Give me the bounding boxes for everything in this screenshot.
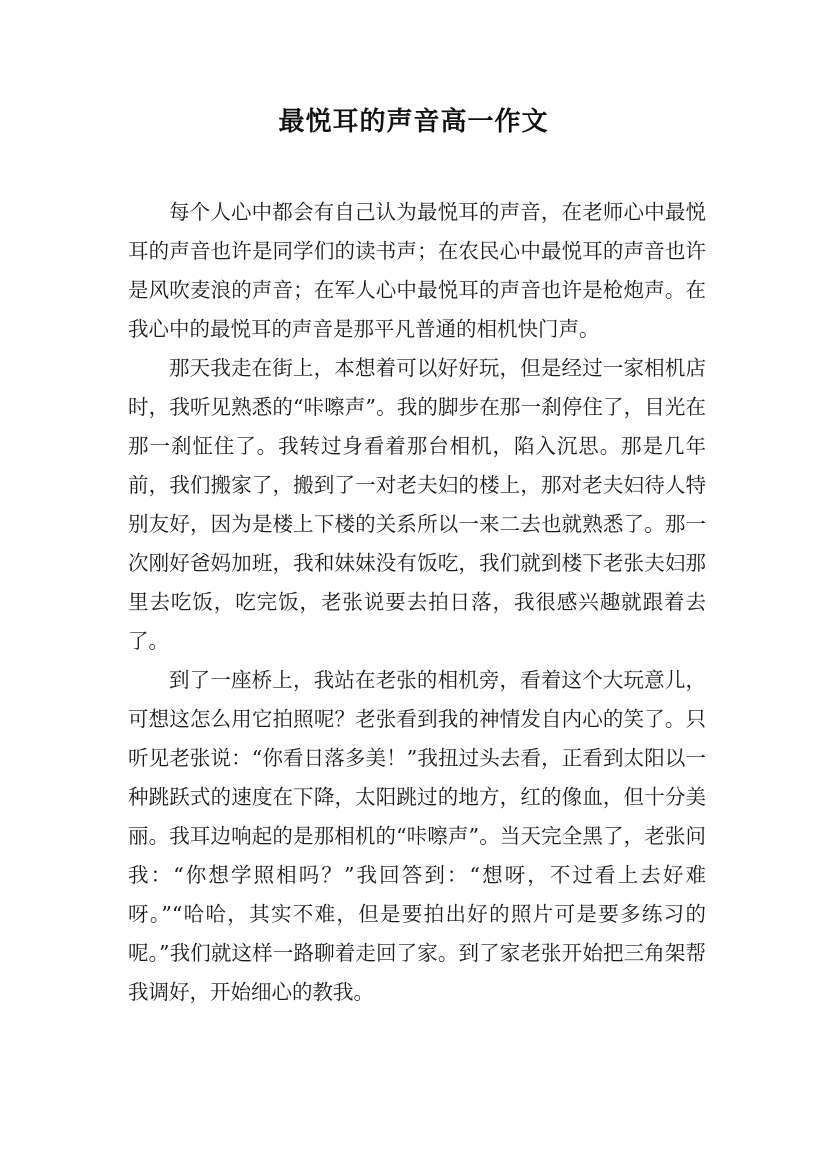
- document-title: 最悦耳的声音高一作文: [278, 107, 549, 137]
- paragraph: 到了一座桥上，我站在老张的相机旁，看着这个大玩意儿，可想这怎么用它拍照呢？老张看到我的神情发自内心的笑了。只听见老张说：“你看日落多美！”我扭过头去看，正看到太阳以一种跳跃式的速度在下降，太阳跳过的地方，红的像血，但十分美丽。我耳边响起的是那相机的“咔嚓声”。当天完全黑了，老张问我：“你想学照相吗？”我回答到：“想呀，不过看上去好难呀。”“哈哈，其实不难，但是要拍出好的照片可是要多练习的呢。”我们就这样一路聊着走回了家。到了家老张开始把三角架帮我调好，开始细心的教我。: [128, 668, 706, 1004]
- paragraph: 那天我走在街上，本想着可以好好玩，但是经过一家相机店时，我听见熟悉的“咔嚓声”。我的脚步在那一刹停住了，目光在那一刹怔住了。我转过身看着那台相机，陷入沉思。那是几年前，我们搬家了，搬到了一对老夫妇的楼上，那对老夫妇待人特别友好，因为是楼上下楼的关系所以一来二去也就熟悉了。那一次刚好爸妈加班，我和妹妹没有饭吃，我们就到楼下老张夫妇那里去吃饭，吃完饭，老张说要去拍日落，我很感兴趣就跟着去了。: [128, 356, 706, 653]
- document-body: [128, 193, 706, 1012]
- paragraph: 每个人心中都会有自己认为最悦耳的声音，在老师心中最悦耳的声音也许是同学们的读书声；在农民心中最悦耳的声音也许是风吹麦浪的声音；在军人心中最悦耳的声音也许是枪炮声。在我心中的最悦耳的声音是那平凡普通的相机快门声。: [128, 200, 706, 341]
